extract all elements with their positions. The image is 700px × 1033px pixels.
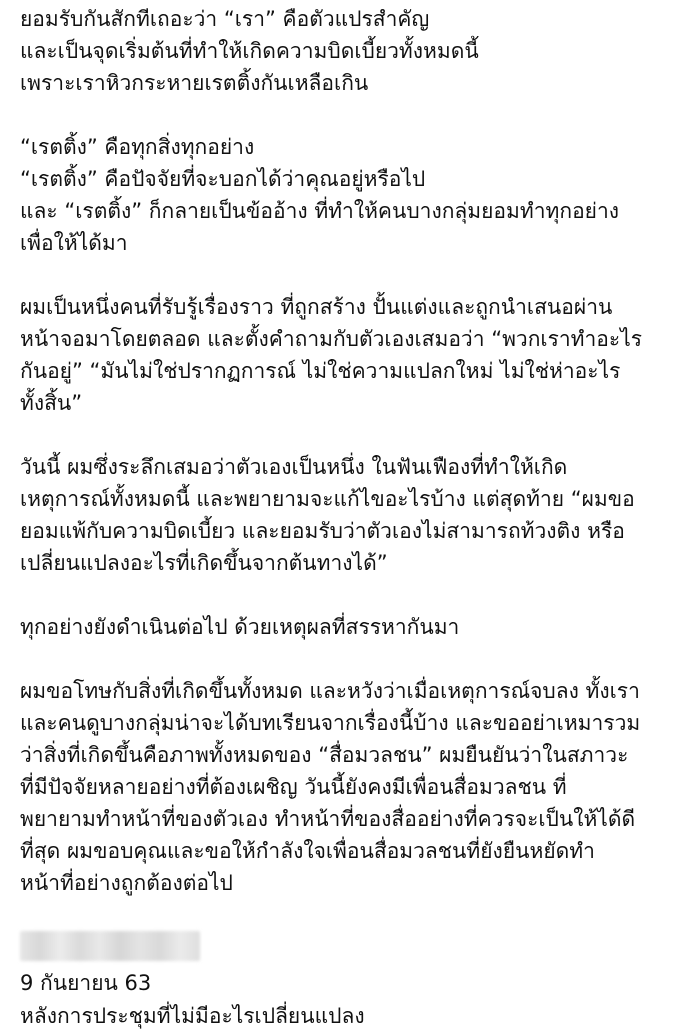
text-line: ทุกอย่างยังดำเนินต่อไป ด้วยเหตุผลที่สรรหากันมา [20,615,460,639]
text-line: ผมขอโทษกับสิ่งที่เกิดขึ้นทั้งหมด และหวังว่าเมื่อเหตุการณ์จบลง ทั้งเรา [20,679,640,703]
paragraph-6 [20,675,690,899]
text-line: และเป็นจุดเริ่มต้นที่ทำให้เกิดความบิดเบี้ยวทั้งหมดนี้ [20,39,479,63]
text-line: ยอมแพ้กับความบิดเบี้ยว และยอมรับว่าตัวเองไม่สามารถท้วงติง หรือ [20,519,625,543]
paragraph-1 [20,3,690,99]
post-note: หลังการประชุมที่ไม่มีอะไรเปลี่ยนแปลง [20,1004,365,1028]
text-line: “เรตติ้ง” คือทุกสิ่งทุกอย่าง [20,135,255,159]
blurred-author-name [20,931,200,961]
text-line: ว่าสิ่งที่เกิดขึ้นคือภาพทั้งหมดของ “สื่อมวลชน” ผมยืนยันว่าในสภาวะ [20,743,629,767]
text-line: เปลี่ยนแปลงอะไรที่เกิดขึ้นจากต้นทางได้” [20,551,388,575]
text-line: ทั้งสิ้น” [20,391,83,415]
text-line: เพราะเราหิวกระหายเรตติ้งกันเหลือเกิน [20,71,369,95]
paragraph-2 [20,131,690,259]
text-line: ที่มีปัจจัยหลายอย่างที่ต้องเผชิญ วันนี้ยังคงมีเพื่อนสื่อมวลชน ที่ [20,775,567,799]
paragraph-5 [20,611,690,643]
text-line: ยอมรับกันสักทีเถอะว่า “เรา” คือตัวแปรสำคัญ [20,7,430,31]
text-line: ผมเป็นหนึ่งคนที่รับรู้เรื่องราว ที่ถูกสร้าง ปั้นแต่งและถูกนำเสนอผ่าน [20,295,613,319]
text-line: ที่สุด ผมขอบคุณและขอให้กำลังใจเพื่อนสื่อมวลชนที่ยังยืนหยัดทำ [20,839,595,863]
text-line: หน้าที่อย่างถูกต้องต่อไป [20,871,233,895]
text-line: วันนี้ ผมซึ่งระลึกเสมอว่าตัวเองเป็นหนึ่ง ในฟันเฟืองที่ทำให้เกิด [20,455,568,479]
text-line: เพื่อให้ได้มา [20,231,128,255]
text-line: “เรตติ้ง” คือปัจจัยที่จะบอกได้ว่าคุณอยู่หรือไป [20,167,426,191]
text-line: เหตุการณ์ทั้งหมดนี้ และพยายามจะแก้ไขอะไรบ้าง แต่สุดท้าย “ผมขอ [20,487,635,511]
text-line: หน้าจอมาโดยตลอด และตั้งคำถามกับตัวเองเสมอว่า “พวกเราทำอะไร [20,327,643,351]
paragraph-3 [20,291,690,419]
post-date: 9 กันยายน 63 [20,971,152,995]
signature-block [20,931,690,1033]
post-body [20,3,690,1033]
text-line: และคนดูบางกลุ่มน่าจะได้บทเรียนจากเรื่องนี้บ้าง และขออย่าเหมารวม [20,711,641,735]
text-line: และ “เรตติ้ง” ก็กลายเป็นข้ออ้าง ที่ทำให้คนบางกลุ่มยอมทำทุกอย่าง [20,199,620,223]
paragraph-4 [20,451,690,579]
text-line: กันอยู่” “มันไม่ใช่ปรากฏการณ์ ไม่ใช่ความแปลกใหม่ ไม่ใช่ห่าอะไร [20,359,621,383]
text-line: พยายามทำหน้าที่ของตัวเอง ทำหน้าที่ของสื่ออย่างที่ควรจะเป็นให้ได้ดี [20,807,636,831]
